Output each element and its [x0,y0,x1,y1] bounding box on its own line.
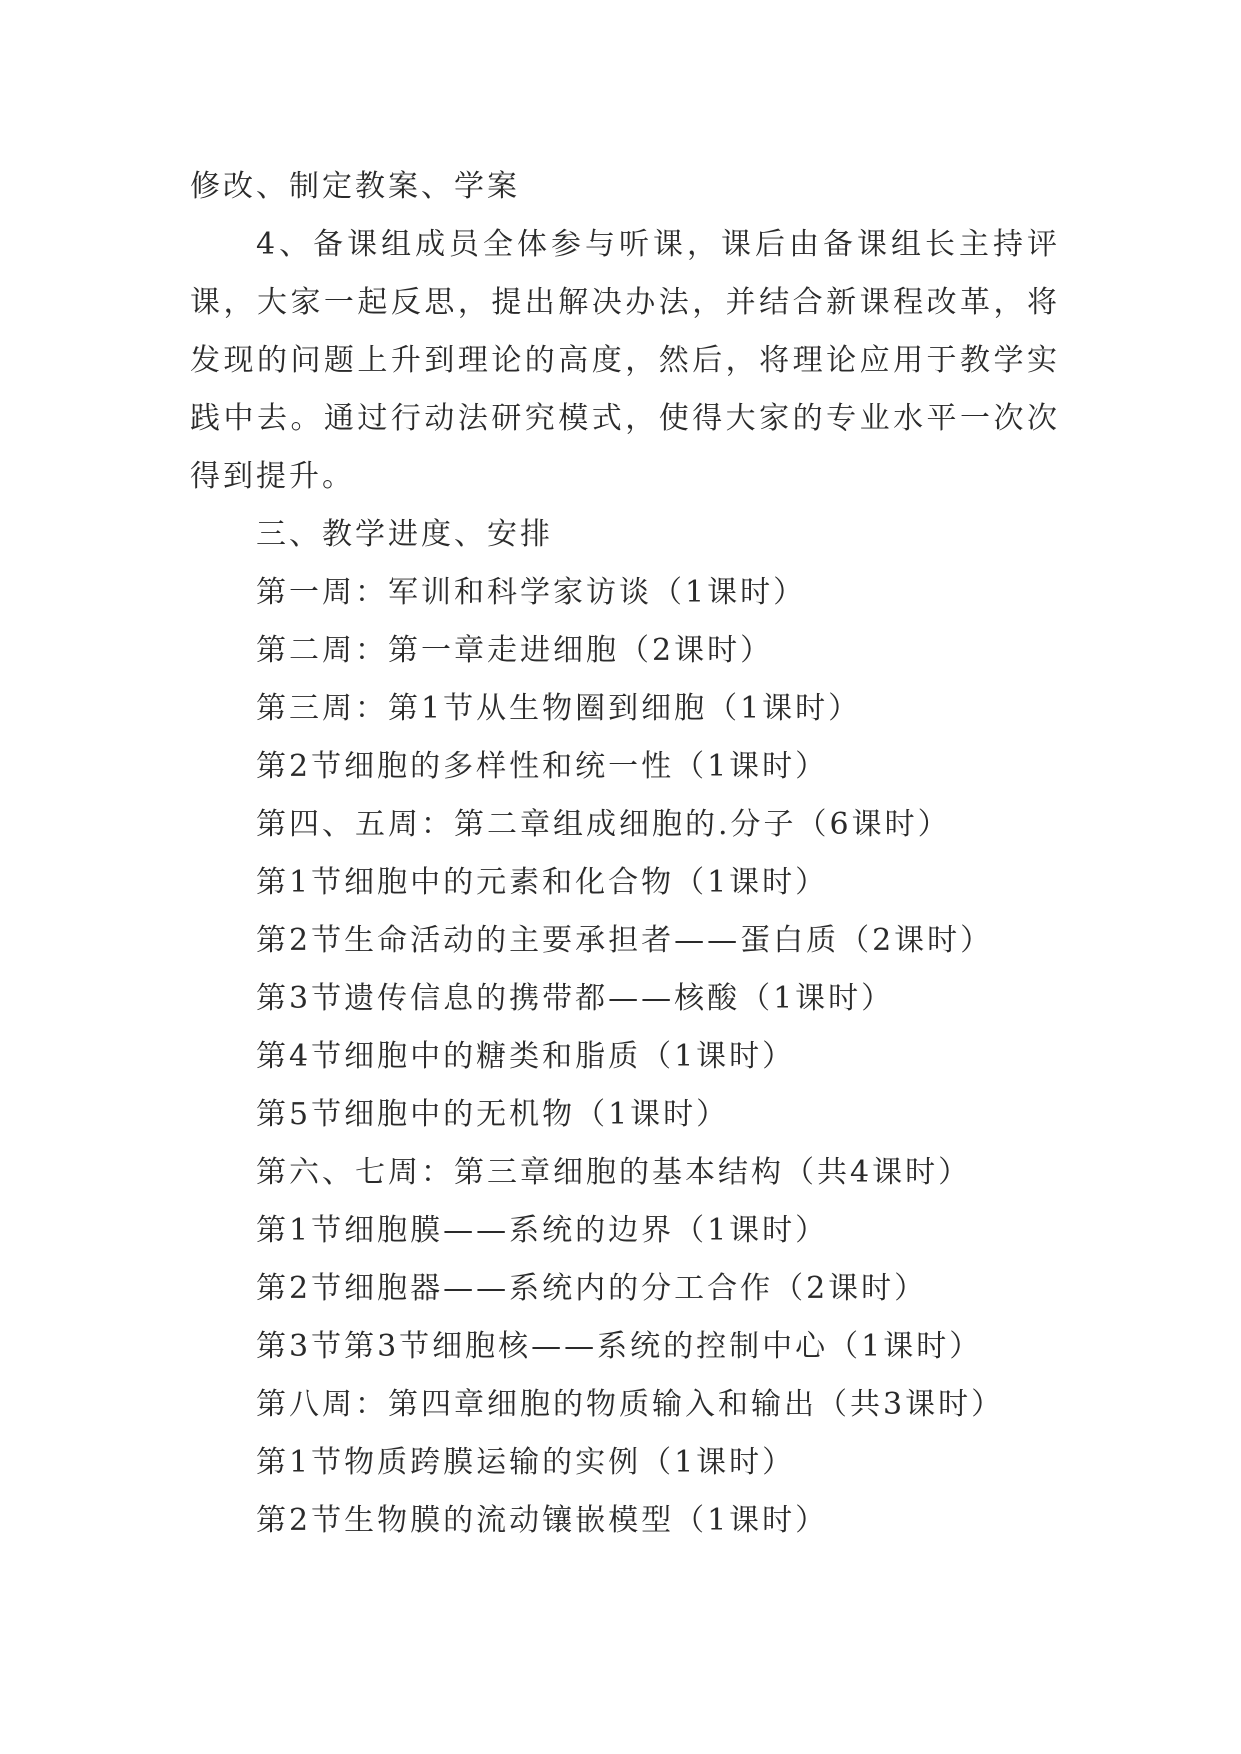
document-body [190,158,1060,1550]
schedule-item: 第六、七周：第三章细胞的基本结构（共4课时） [256,1155,972,1190]
schedule-item: 第4节细胞中的糖类和脂质（1课时） [256,1039,796,1074]
schedule-item: 第5节细胞中的无机物（1课时） [256,1097,730,1132]
schedule-item: 第3节遗传信息的携带都——核酸（1课时） [256,981,895,1016]
schedule-item: 第四、五周：第二章组成细胞的.分子（6课时） [256,807,951,842]
section-heading: 三、教学进度、安排 [256,517,553,552]
schedule-item: 第八周：第四章细胞的物质输入和输出（共3课时） [256,1387,1005,1422]
paragraph-4: 4、备课组成员全体参与听课，课后由备课组长主持评课，大家一起反思，提出解决办法，并结合新课程改革，将发现的问题上升到理论的高度，然后，将理论应用于教学实践中去。通过行动法研究模式，使得大家的专业水平一次次得到提升。 [190,227,1060,494]
schedule-item: 第2节生物膜的流动镶嵌模型（1课时） [256,1503,829,1538]
schedule-item: 第2节细胞的多样性和统一性（1课时） [256,749,829,784]
schedule-item: 第2节生命活动的主要承担者——蛋白质（2课时） [256,923,994,958]
schedule-item: 第2节细胞器——系统内的分工合作（2课时） [256,1271,928,1306]
schedule-item: 第二周：第一章走进细胞（2课时） [256,633,774,668]
intro-line: 修改、制定教案、学案 [190,169,520,204]
schedule-item: 第一周：军训和科学家访谈（1课时） [256,575,807,610]
schedule-item: 第1节细胞膜——系统的边界（1课时） [256,1213,829,1248]
schedule-item: 第1节物质跨膜运输的实例（1课时） [256,1445,796,1480]
schedule-item: 第三周：第1节从生物圈到细胞（1课时） [256,691,862,726]
schedule-item: 第1节细胞中的元素和化合物（1课时） [256,865,829,900]
schedule-item: 第3节第3节细胞核——系统的控制中心（1课时） [256,1329,983,1364]
